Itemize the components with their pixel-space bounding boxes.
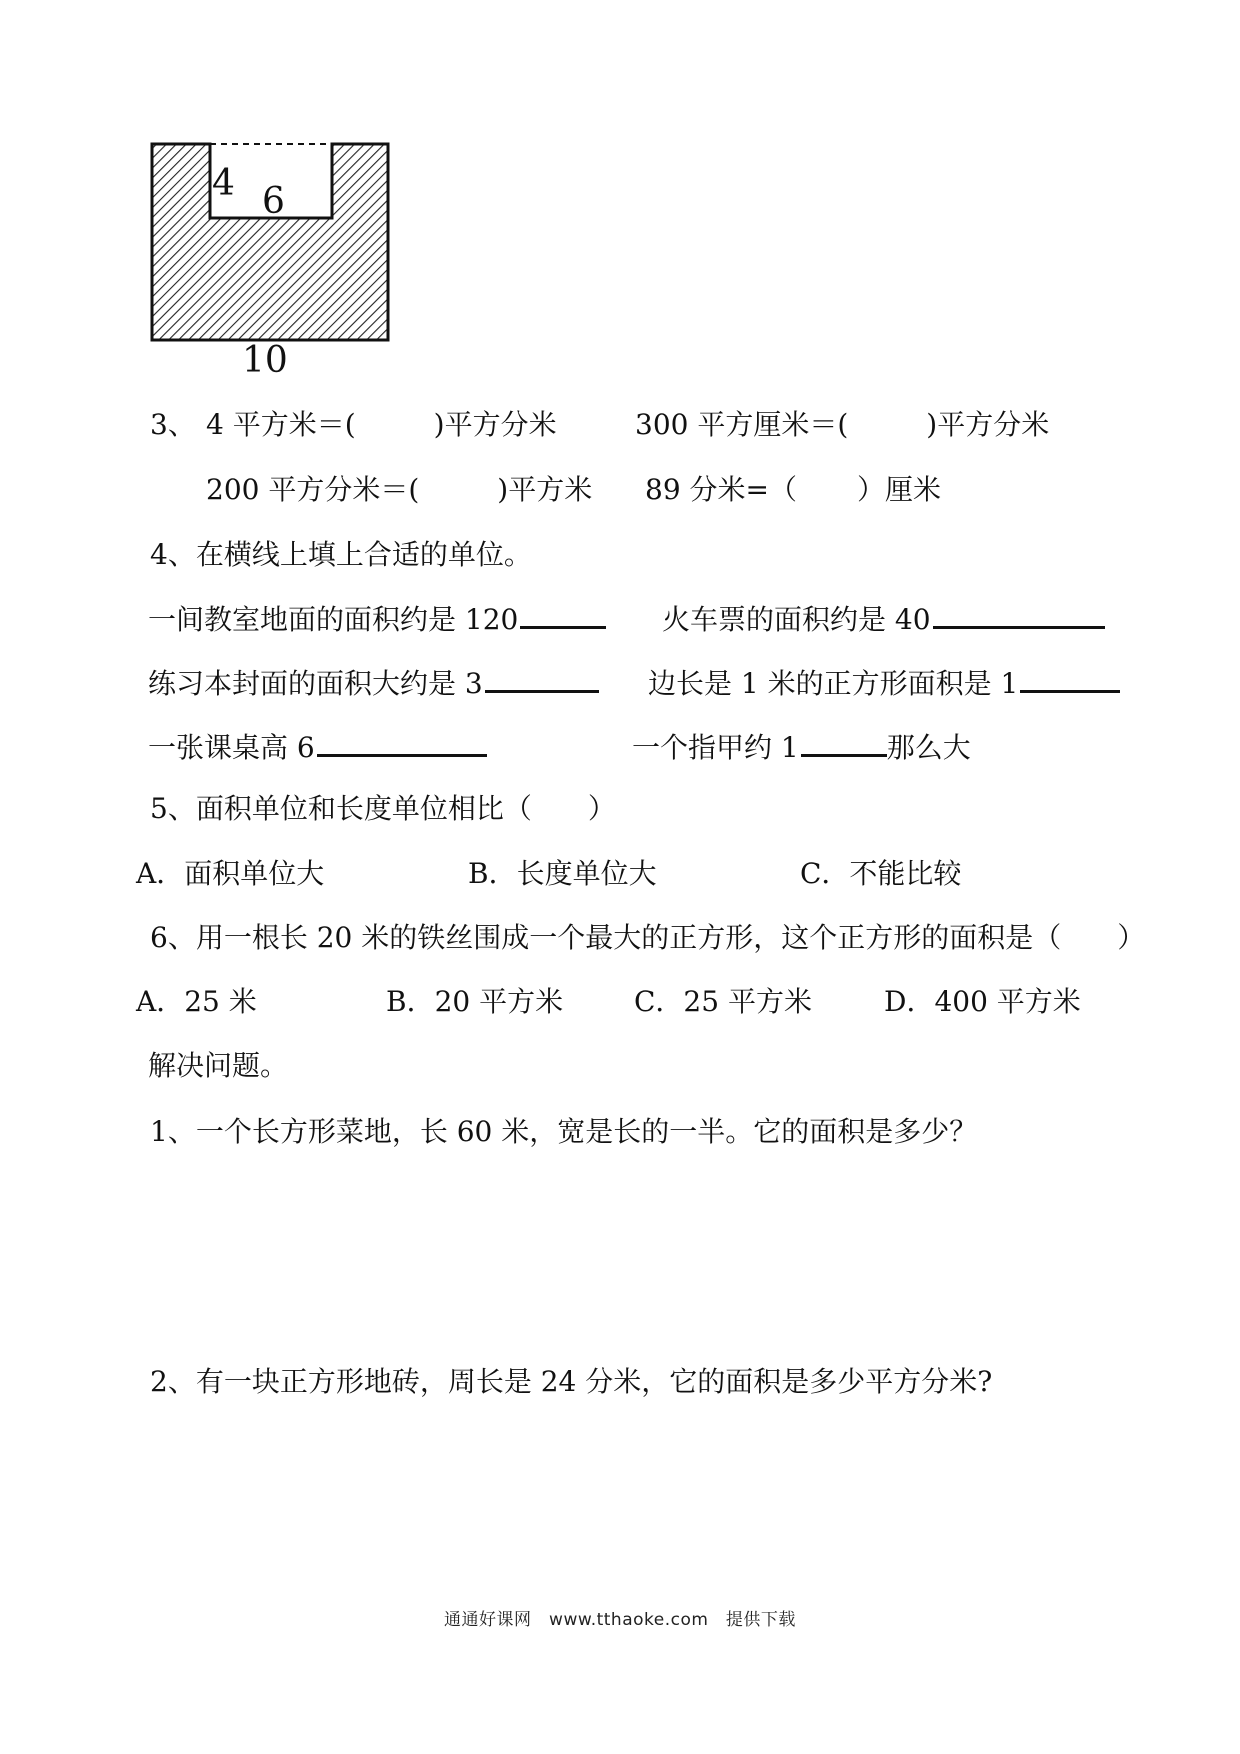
q4-row-3: [0, 726, 1240, 766]
q3-item-2-left: 300 平方厘米＝(: [635, 408, 849, 441]
q4-item-1-text: 一间教室地面的面积约是 120: [148, 603, 519, 636]
solve-heading-row: [0, 1046, 1240, 1086]
q3-item-1-right: )平方分米: [433, 408, 557, 441]
q4-item-6-blank[interactable]: [801, 726, 887, 757]
q3-item-2: [635, 405, 1049, 445]
q3-item-3-left: 200 平方分米＝(: [206, 473, 420, 506]
hatched-region: [152, 144, 388, 340]
q6-option-c[interactable]: C．25 平方米: [634, 985, 812, 1018]
q6-row: [0, 918, 1240, 958]
q4-item-2-text: 火车票的面积约是 40: [662, 603, 931, 636]
q4-item-6-text: 一个指甲约 1: [632, 731, 799, 764]
q4-item-3: [148, 662, 599, 704]
q5-option-c[interactable]: C．不能比较: [800, 857, 962, 890]
q4-item-3-blank[interactable]: [485, 662, 599, 693]
q5-question: 5、面积单位和长度单位相比（ ）: [150, 792, 616, 825]
q5-option-b[interactable]: B．长度单位大: [468, 857, 657, 890]
q3-number: 3、: [150, 408, 196, 441]
q4-row-1: [0, 598, 1240, 638]
footer-credit: 通通好课网 www.tthaoke.com 提供下载: [444, 1610, 796, 1630]
solve-problem-1: 1、一个长方形菜地，长 60 米，宽是长的一半。它的面积是多少？: [150, 1115, 978, 1148]
label-inner-width: 6: [262, 181, 285, 222]
q3-item-2-right: )平方分米: [926, 408, 1050, 441]
q6-option-d[interactable]: D．400 平方米: [884, 985, 1081, 1018]
q3-item-3: [206, 470, 592, 510]
q4-item-5-text: 一张课桌高 6: [148, 731, 315, 764]
q3-item-1: [206, 405, 557, 445]
label-inner-height: 4: [212, 163, 235, 204]
q3-item-4: [645, 470, 941, 510]
q4-item-6-suffix: 那么大: [886, 731, 971, 764]
q3-item-1-left: 4 平方米＝(: [206, 408, 356, 441]
q3-row-1: [0, 405, 1240, 445]
q4-item-1: [148, 598, 606, 640]
q4-item-2: [662, 598, 1105, 640]
label-outer-width: 10: [242, 340, 288, 381]
q3-row-2: [0, 470, 1240, 510]
q5-option-a[interactable]: A．面积单位大: [136, 857, 325, 890]
hatched-shape-figure: [150, 140, 400, 380]
q4-item-1-blank[interactable]: [520, 598, 606, 629]
solve-heading: 解决问题。: [148, 1049, 289, 1082]
q6-options-row: [0, 982, 1240, 1022]
q4-item-5: [148, 726, 487, 768]
q6-option-b[interactable]: B．20 平方米: [386, 985, 564, 1018]
q5-row: [0, 789, 1240, 829]
q4-item-3-text: 练习本封面的面积大约是 3: [148, 667, 483, 700]
q3-item-3-right: )平方米: [497, 473, 593, 506]
q4-item-6: [632, 726, 971, 768]
q4-item-5-blank[interactable]: [317, 726, 487, 757]
q4-item-4-text: 边长是 1 米的正方形面积是 1: [648, 667, 1019, 700]
solve-problem-2: 2、有一块正方形地砖，周长是 24 分米，它的面积是多少平方分米?: [150, 1365, 993, 1398]
q6-question: 6、用一根长 20 米的铁丝围成一个最大的正方形，这个正方形的面积是（ ）: [150, 921, 1146, 954]
q4-title-row: [0, 535, 1240, 575]
q5-options-row: [0, 854, 1240, 894]
q4-item-4-blank[interactable]: [1020, 662, 1120, 693]
q4-title: 4、在横线上填上合适的单位。: [150, 538, 532, 571]
q3-item-4-left: 89 分米=（: [645, 473, 797, 506]
q4-item-4: [648, 662, 1120, 704]
q4-row-2: [0, 662, 1240, 702]
q6-option-a[interactable]: A．25 米: [136, 985, 257, 1018]
q4-item-2-blank[interactable]: [933, 598, 1105, 629]
q3-item-4-right: ）厘米: [857, 473, 942, 506]
solve-problem-2-row: [0, 1362, 1240, 1402]
solve-problem-1-row: [0, 1112, 1240, 1152]
